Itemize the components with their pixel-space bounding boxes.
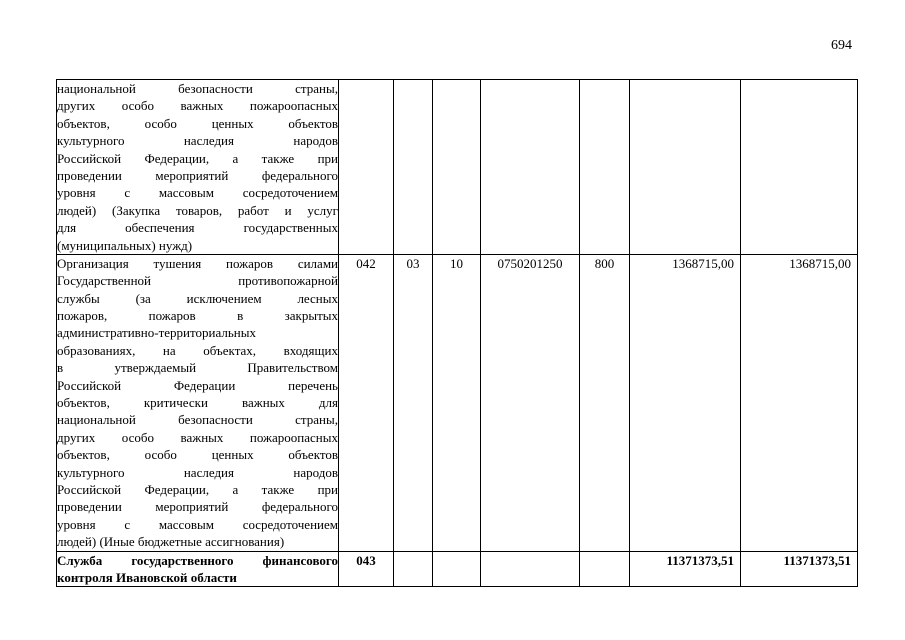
description-line: пожаров, пожаров в закрытых [57,308,338,324]
cell-ministry: 042 [339,254,394,551]
cell-target [481,551,580,587]
cell-section [394,80,433,255]
description-line: Государственной противопожарной [57,273,338,289]
cell-type [580,551,630,587]
description-line: в утверждаемый Правительством [57,360,338,376]
description-line: объектов, критически важных для [57,395,338,411]
cell-sum1: 11371373,51 [630,551,741,587]
cell-ministry: 043 [339,551,394,587]
description-line: (муниципальных) нужд) [57,237,193,253]
description-line: Российской Федерации, а также при [57,481,338,497]
row-description [57,254,339,551]
cell-section [394,551,433,587]
description-line: контроля Ивановской области [57,569,237,585]
description-line: национальной безопасности страны, [57,81,338,96]
description-line: культурного наследия народов [57,133,338,149]
description-line: образованиях, на объектах, входящих [57,342,338,358]
cell-sum1: 1368715,00 [630,254,741,551]
description-line: Организация тушения пожаров силами [57,255,338,271]
cell-sum2 [741,80,858,255]
description-line: уровня с массовым сосредоточением [57,185,338,201]
description-line: уровня с массовым сосредоточением [57,516,338,532]
description-line: людей) (Иные бюджетные ассигнования) [57,534,285,550]
description-line: проведении мероприятий федерального [57,499,338,515]
table-row [57,80,858,255]
row-description [57,551,339,587]
description-line: Служба государственного финансового [57,552,338,568]
cell-ministry [339,80,394,255]
table-row [57,551,858,587]
description-line: проведении мероприятий федерального [57,167,338,183]
description-line: службы (за исключением лесных [57,290,338,306]
cell-sum1 [630,80,741,255]
cell-type: 800 [580,254,630,551]
page-number: 694 [831,38,852,53]
cell-type [580,80,630,255]
description-line: объектов, особо ценных объектов [57,447,338,463]
description-line: объектов, особо ценных объектов [57,115,338,131]
cell-target [481,80,580,255]
description-line: людей) (Закупка товаров, работ и услуг [57,202,338,218]
description-line: культурного наследия народов [57,464,338,480]
description-line: для обеспечения государственных [57,220,338,236]
description-line: Российской Федерации, а также при [57,150,338,166]
budget-table [56,79,858,587]
cell-sum2: 1368715,00 [741,254,858,551]
cell-section: 03 [394,254,433,551]
description-line: других особо важных пожароопасных [57,429,338,445]
cell-subsection [433,80,481,255]
cell-sum2: 11371373,51 [741,551,858,587]
row-description [57,80,339,255]
description-line: административно-территориальных [57,325,256,341]
description-line: Российской Федерации перечень [57,377,338,393]
cell-target: 0750201250 [481,254,580,551]
table-row [57,254,858,551]
description-line: национальной безопасности страны, [57,412,338,428]
cell-subsection [433,551,481,587]
description-line: других особо важных пожароопасных [57,98,338,114]
cell-subsection: 10 [433,254,481,551]
